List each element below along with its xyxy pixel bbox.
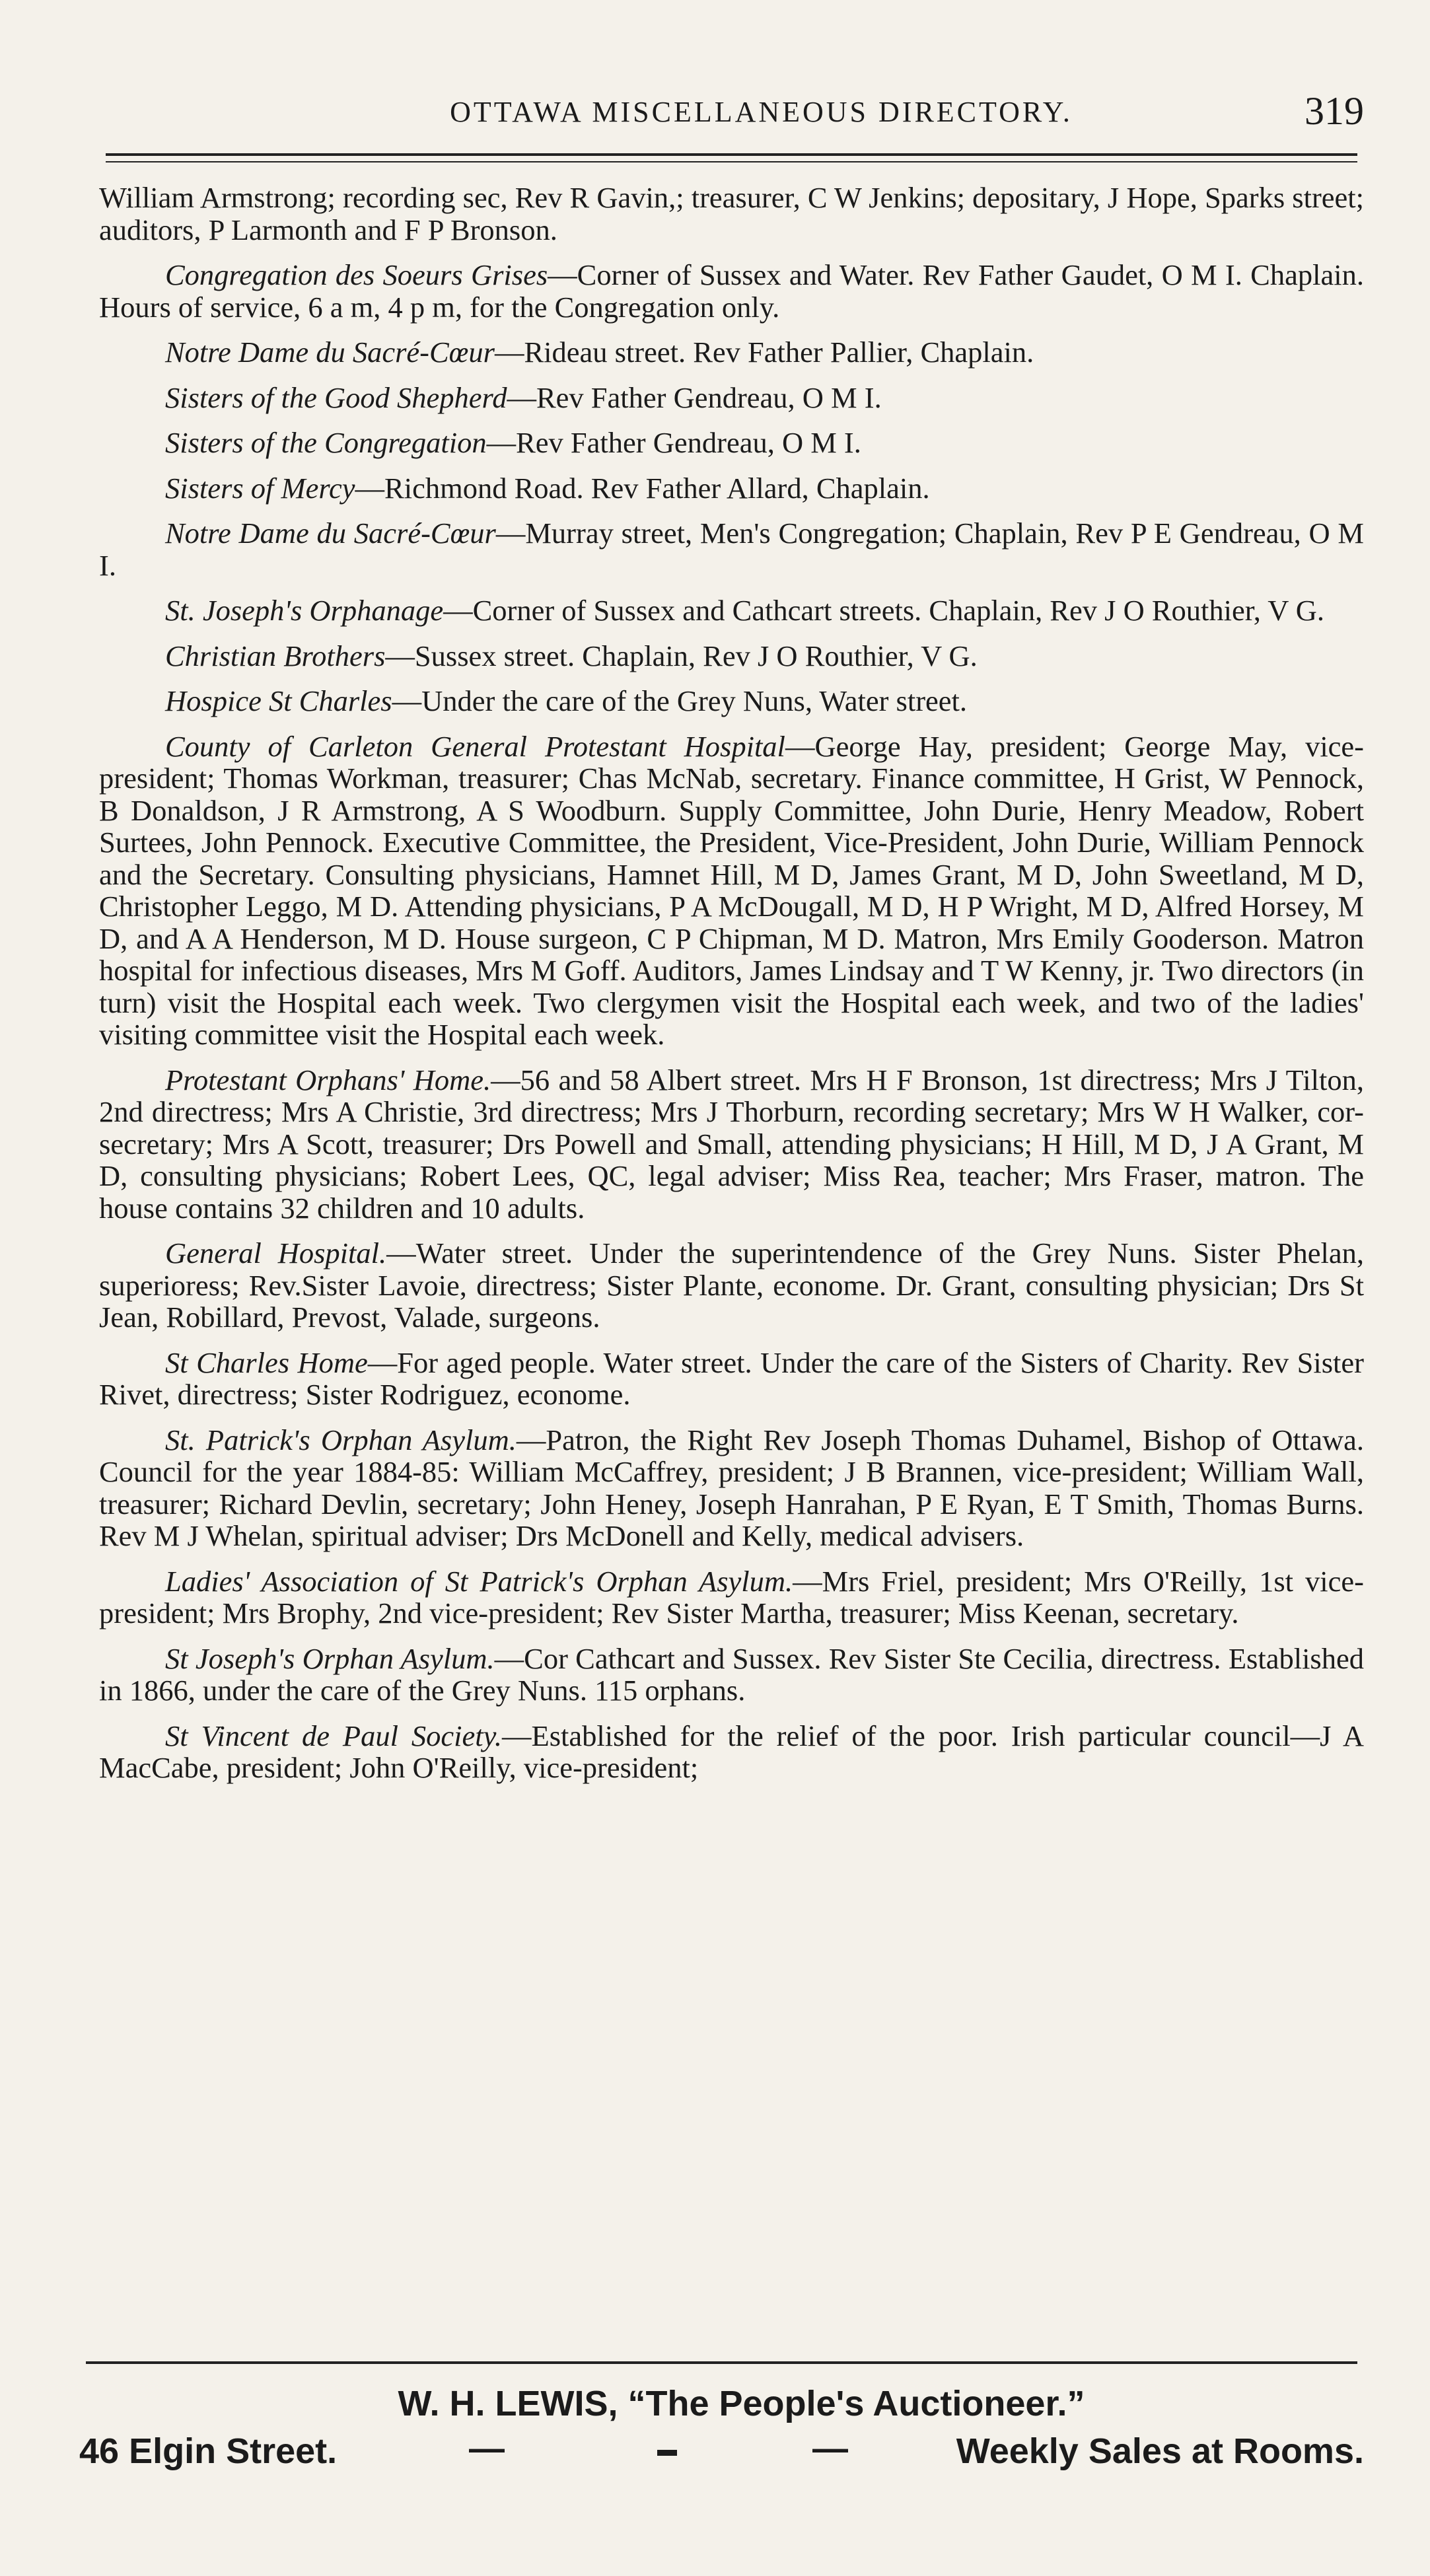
entry-name: St Vincent de Paul Society.: [165, 1719, 503, 1752]
directory-entry: [99, 336, 1364, 369]
entry-text: —Corner of Sussex and Water. Rev Father Gaudet, O M I. Chaplain. Hours of service, 6 a m, 4 p m, for the Congregation only.: [99, 258, 1364, 324]
entry-text: —Mrs Friel, president; Mrs O'Reilly, 1st vice-president; Mrs Brophy, 2nd vice-president; Rev Sister Martha, treasurer; Miss Keenan, secretary.: [99, 1564, 1364, 1629]
entry-name: Ladies' Association of St Patrick's Orphan Asylum.: [165, 1564, 793, 1598]
header-rule-thin: [106, 161, 1357, 162]
entry-name: St. Joseph's Orphanage: [165, 594, 444, 627]
directory-entry: [99, 472, 1364, 505]
directory-body: [99, 182, 1364, 2285]
directory-entry: [99, 1347, 1364, 1411]
directory-entry: [99, 427, 1364, 459]
entry-text: —Richmond Road. Rev Father Allard, Chaplain.: [355, 471, 930, 505]
footer-rule: [86, 2361, 1357, 2364]
entry-name: St. Patrick's Orphan Asylum.: [165, 1423, 517, 1456]
directory-entry: [99, 259, 1364, 323]
entry-name: Hospice St Charles: [165, 684, 392, 717]
directory-entry: [99, 1064, 1364, 1225]
entry-name: Congregation des Soeurs Grises: [165, 258, 548, 291]
entry-name: Sisters of the Good Shepherd: [165, 380, 507, 414]
advertisement-footer: [79, 2383, 1364, 2482]
entry-name: Notre Dame du Sacré-Cœur: [165, 336, 495, 369]
entry-text: —Established for the relief of the poor. Irish particular council—J A MacCabe, president; John O'Reilly, vice-president;: [99, 1719, 1364, 1784]
entry-name: St Joseph's Orphan Asylum.: [165, 1641, 495, 1675]
advert-address: 46 Elgin Street.: [79, 2431, 338, 2471]
directory-entry: [99, 731, 1364, 1051]
page-number: 319: [1305, 89, 1364, 133]
entry-text: —George Hay, president; George May, vice-president; Thomas Workman, treasurer; Chas McNab, secretary. Finance committee, H Grist, W Pennock, B Donaldson, J R Armstrong, A S Woodburn. Supply Committee, John Durie, Henry Meadow, Robert Surtees, John Pennock. Executive Committee, the President, Vice-President, John Durie, William Pennock and the Secretary. Consulting physicians, Hamnet Hill, M D, James Grant, M D, John Sweetland, M D, Christopher Leggo, M D. Attending physicians, P A McDougall, M D, H P Wright, M D, Alfred Horsey, M D, and A A Henderson, M D. House surgeon, C P Chipman, M D. Matron, Mrs Emily Gooderson. Matron hospital for infectious diseases, Mrs M Goff. Auditors, James Lindsay and T W Kenny, jr. Two directors (in turn) visit the Hospital each week. Two clergymen visit the Hospital each week, and two of the ladies' visiting committee visit the Hospital each week.: [99, 729, 1364, 1051]
directory-entry: [99, 182, 1364, 246]
entry-text: —Under the care of the Grey Nuns, Water street.: [392, 684, 968, 717]
entry-name: General Hospital.: [165, 1236, 387, 1270]
entry-text: —Rev Father Gendreau, O M I.: [507, 380, 882, 414]
entry-text: —Cor Cathcart and Sussex. Rev Sister Ste Cecilia, directress. Established in 1866, under the care of the Grey Nuns. 115 orphans.: [99, 1641, 1364, 1707]
directory-entry: [99, 1643, 1364, 1707]
entry-name: Sisters of the Congregation: [165, 426, 487, 459]
directory-entry: [99, 640, 1364, 672]
entry-name: Christian Brothers: [165, 639, 386, 672]
printer-mark-icon: ▬: [657, 2439, 677, 2460]
entry-text: —Rev Father Gendreau, O M I.: [486, 426, 861, 459]
entry-name: Notre Dame du Sacré-Cœur: [165, 517, 496, 550]
advert-line: W. H. LEWIS, “The People's Auctioneer.”: [398, 2384, 1085, 2423]
entry-name: County of Carleton General Protestant Hospital: [165, 729, 785, 763]
entry-text: —Sussex street. Chaplain, Rev J O Routhier, V G.: [385, 639, 978, 672]
entry-text: —Water street. Under the superintendence of the Grey Nuns. Sister Phelan, superioress; Rev.Sister Lavoie, directress; Sister Plante, econome. Dr. Grant, consulting physician; Drs St Jean, Robillard, Prevost, Valade, surgeons.: [99, 1236, 1364, 1334]
entry-text: William Armstrong; recording sec, Rev R Gavin,; treasurer, C W Jenkins; depositary, J Hope, Sparks street; auditors, P Larmonth and F P Bronson.: [99, 182, 1364, 246]
advert-sales: Weekly Sales at Rooms.: [956, 2431, 1364, 2471]
advert-dash: —: [812, 2429, 848, 2468]
entry-text: —Corner of Sussex and Cathcart streets. Chaplain, Rev J O Routhier, V G.: [443, 594, 1324, 627]
page-header: [99, 86, 1371, 145]
directory-entry: [99, 517, 1364, 581]
header-rule: [106, 153, 1357, 156]
advert-dash: —: [469, 2429, 505, 2468]
entry-name: St Charles Home: [165, 1345, 368, 1379]
entry-name: Protestant Orphans' Home.: [165, 1063, 491, 1096]
directory-entry: [99, 1720, 1364, 1784]
entry-text: —Rideau street. Rev Father Pallier, Chaplain.: [494, 336, 1034, 369]
entry-text: —For aged people. Water street. Under the care of the Sisters of Charity. Rev Sister Rivet, directress; Sister Rodriguez, econome.: [99, 1345, 1364, 1411]
entry-text: —Murray street, Men's Congregation; Chaplain, Rev P E Gendreau, O M I.: [99, 517, 1364, 582]
directory-entry: [99, 1565, 1364, 1629]
running-title: OTTAWA MISCELLANEOUS DIRECTORY.: [450, 96, 1073, 128]
entry-name: Sisters of Mercy: [165, 471, 355, 505]
directory-entry: [99, 685, 1364, 717]
entry-text: —56 and 58 Albert street. Mrs H F Bronson, 1st directress; Mrs J Tilton, 2nd directress; Mrs A Christie, 3rd directress; Mrs J Thorburn, recording secretary; Mrs W H Walker, cor-secretary; Mrs A Scott, treasurer; Drs Powell and Small, attending physicians; H Hill, M D, J A Grant, M D, consulting physicians; Robert Lees, QC, legal adviser; Miss Rea, teacher; Mrs Fraser, matron. The house contains 32 children and 10 adults.: [99, 1063, 1364, 1225]
directory-entry: [99, 1237, 1364, 1334]
directory-entry: [99, 1424, 1364, 1552]
entry-text: —Patron, the Right Rev Joseph Thomas Duhamel, Bishop of Ottawa. Council for the year 1884-85: William McCaffrey, president; J B Brannen, vice-president; William Wall, treasurer; Richard Devlin, secretary; John Heney, Joseph Hanrahan, P E Ryan, E T Smith, Thomas Burns. Rev M J Whelan, spiritual adviser; Drs McDonell and Kelly, medical advisers.: [99, 1423, 1364, 1552]
directory-entry: [99, 382, 1364, 414]
directory-entry: [99, 594, 1364, 627]
